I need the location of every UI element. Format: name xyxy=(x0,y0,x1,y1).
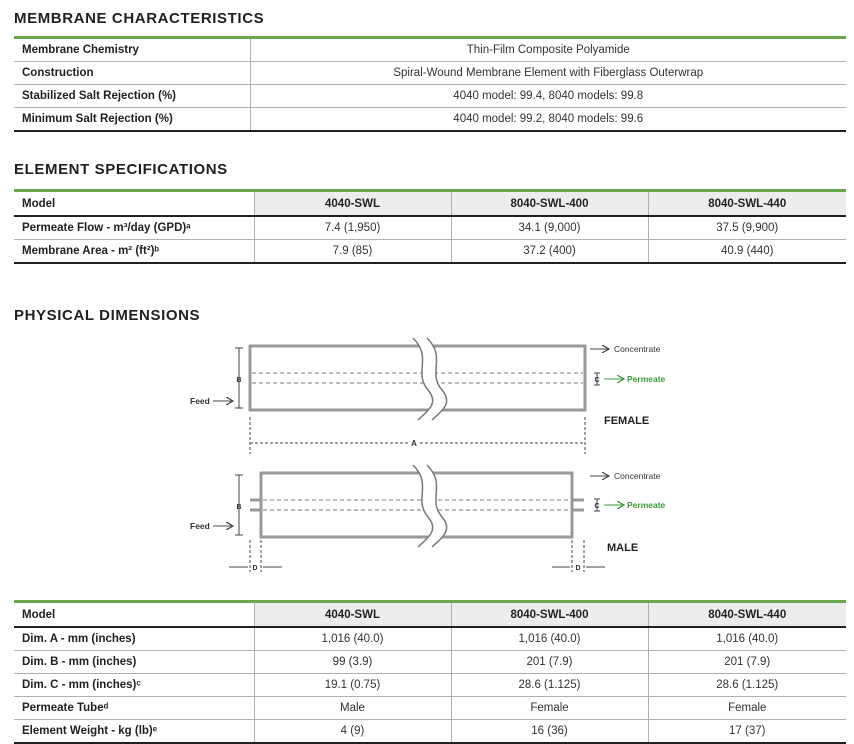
row-value: Spiral-Wound Membrane Element with Fiberglass Outerwrap xyxy=(393,67,704,79)
row-label: Construction xyxy=(14,62,250,85)
permeate-label-female: Permeate xyxy=(627,374,666,384)
row-label: Permeate Flow - m³/day (GPD)ᵃ xyxy=(14,216,254,240)
row-label: Stabilized Salt Rejection (%) xyxy=(14,85,250,108)
table-row xyxy=(14,720,846,744)
cell: Male xyxy=(254,697,451,720)
dim-b-label-female: B xyxy=(236,377,242,384)
cell: 19.1 (0.75) xyxy=(254,674,451,697)
table-row xyxy=(14,697,846,720)
cell: 37.5 (9,900) xyxy=(716,222,779,234)
dim-d-label-left: D xyxy=(252,565,258,572)
row-label: Dim. A - mm (inches) xyxy=(14,627,254,651)
cell: 1,016 (40.0) xyxy=(451,627,648,651)
specs-section-title: ELEMENT SPECIFICATIONS xyxy=(14,161,228,178)
cell: 17 (37) xyxy=(729,725,766,737)
row-label: Membrane Chemistry xyxy=(14,38,250,62)
dim-b-label-male: B xyxy=(236,504,242,511)
dim-c-label-female: C xyxy=(594,377,600,384)
cell: 28.6 (1.125) xyxy=(716,679,779,691)
cell: 16 (36) xyxy=(451,720,648,744)
male-label: MALE xyxy=(607,542,639,554)
feed-label-female: Feed xyxy=(190,396,210,406)
feed-label-male: Feed xyxy=(190,521,210,531)
header-cell: Model xyxy=(14,191,254,217)
row-label: Dim. C - mm (inches)ᶜ xyxy=(14,674,254,697)
row-value: 4040 model: 99.2, 8040 models: 99.6 xyxy=(453,113,644,125)
concentrate-label-male: Concentrate xyxy=(614,471,661,481)
cell: 37.2 (400) xyxy=(451,240,648,264)
membrane-section-title: MEMBRANE CHARACTERISTICS xyxy=(14,10,265,27)
header-cell: 8040-SWL-400 xyxy=(451,602,648,628)
header-cell: 4040-SWL xyxy=(254,191,451,217)
dim-c-label-male: C xyxy=(594,503,600,510)
row-label: Element Weight - kg (lb)ᵉ xyxy=(14,720,254,744)
cell: 28.6 (1.125) xyxy=(451,674,648,697)
cell: 7.4 (1,950) xyxy=(254,216,451,240)
row-value: 4040 model: 99.4, 8040 models: 99.8 xyxy=(453,90,644,102)
female-label: FEMALE xyxy=(604,415,650,427)
cell: 1,016 (40.0) xyxy=(254,627,451,651)
row-value: Thin-Film Composite Polyamide xyxy=(466,44,630,56)
header-cell: 4040-SWL xyxy=(254,602,451,628)
dim-a-label: A xyxy=(411,439,417,448)
row-label: Membrane Area - m² (ft²)ᵇ xyxy=(14,240,254,264)
physical-section-title: PHYSICAL DIMENSIONS xyxy=(14,307,201,324)
cell: 40.9 (440) xyxy=(721,245,774,257)
row-label: Permeate Tubeᵈ xyxy=(14,697,254,720)
cell: 201 (7.9) xyxy=(724,656,771,668)
row-label: Dim. B - mm (inches) xyxy=(14,651,254,674)
permeate-label-male: Permeate xyxy=(627,500,666,510)
table-row xyxy=(14,627,846,651)
table-header-row xyxy=(14,602,846,628)
dim-d-label-right: D xyxy=(575,565,581,572)
header-cell: 8040-SWL-400 xyxy=(451,191,648,217)
header-cell: 8040-SWL-440 xyxy=(648,191,846,217)
row-label: Minimum Salt Rejection (%) xyxy=(14,108,250,132)
cell: 201 (7.9) xyxy=(451,651,648,674)
dimension-a xyxy=(250,417,585,454)
concentrate-label-female: Concentrate xyxy=(614,344,661,354)
cell: 99 (3.9) xyxy=(254,651,451,674)
cell: Female xyxy=(728,702,767,714)
cell: 4 (9) xyxy=(254,720,451,744)
header-cell: 8040-SWL-440 xyxy=(648,602,846,628)
cell: 7.9 (85) xyxy=(254,240,451,264)
female-element xyxy=(213,338,624,420)
cell: Female xyxy=(451,697,648,720)
physical-table xyxy=(14,600,846,744)
male-element xyxy=(213,465,624,572)
table-row xyxy=(14,674,846,697)
table-row xyxy=(14,651,846,674)
cell: 34.1 (9,000) xyxy=(451,216,648,240)
header-cell: Model xyxy=(14,602,254,628)
cell: 1,016 (40.0) xyxy=(716,633,779,645)
